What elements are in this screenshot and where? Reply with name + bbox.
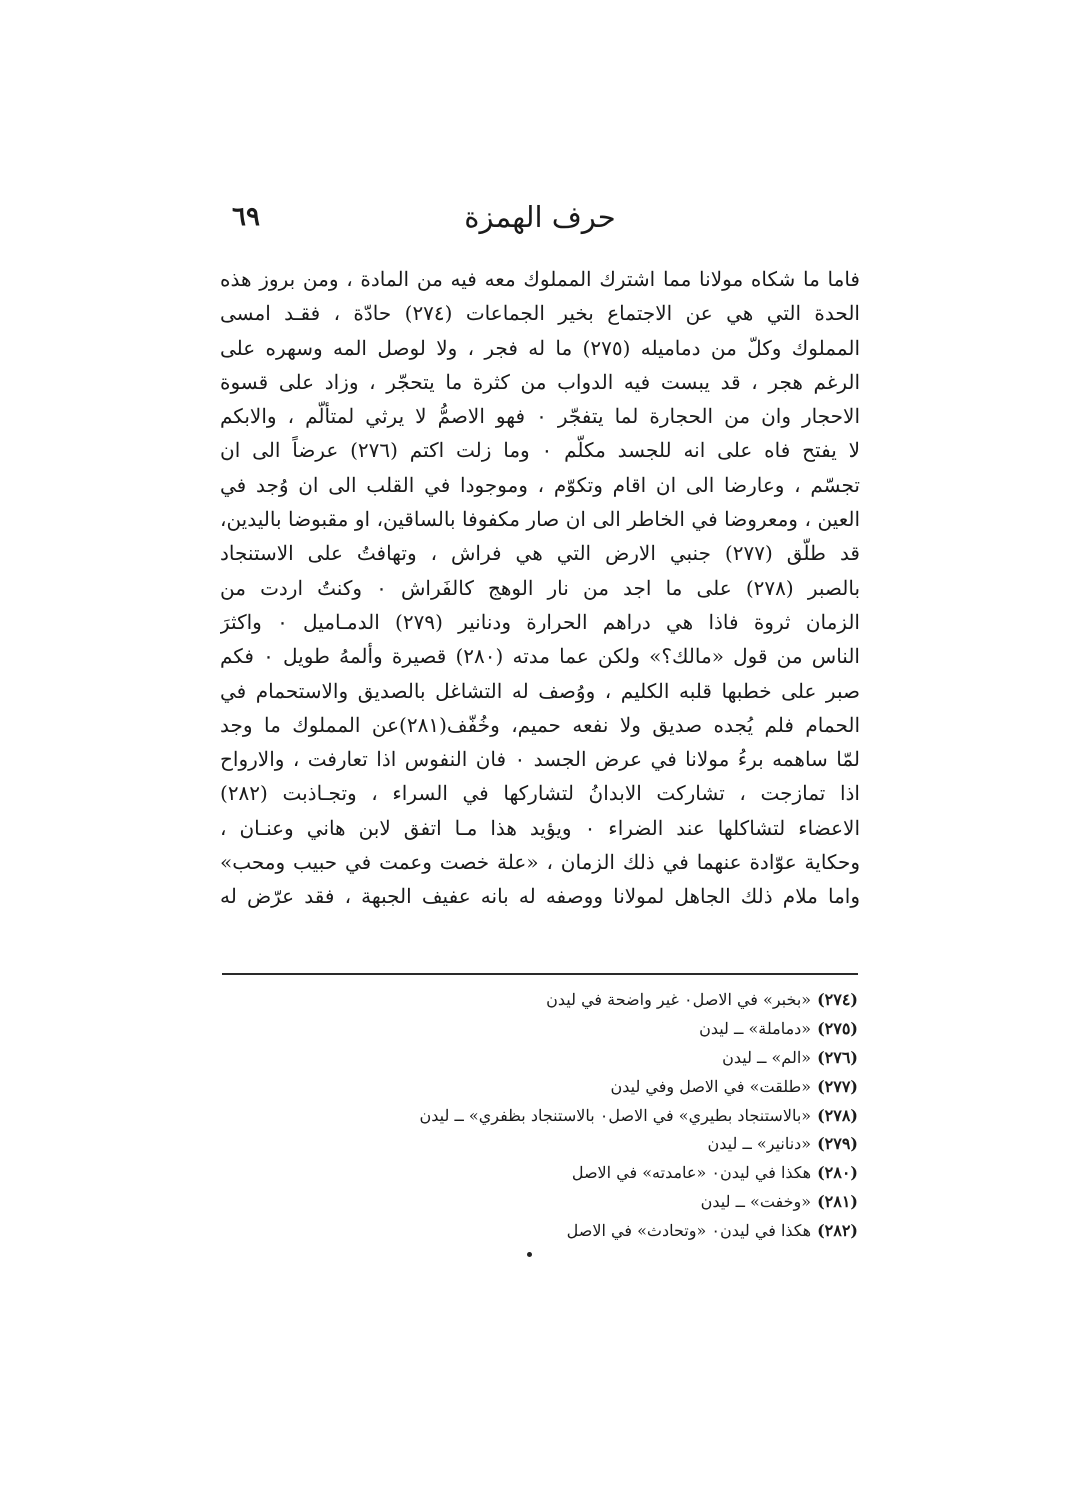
footnote bbox=[222, 1159, 858, 1188]
text-line: الناس من قول «مالك؟» ولكن عما مدته (٢٨٠) قصيرة وألمهُ طويل ٠ فكم bbox=[220, 644, 860, 669]
text-line: وحكاية عوّادة عنهما في ذلك الزمان ، «علة خصت وعمت في حبيب ومحب» bbox=[220, 850, 860, 875]
footnote bbox=[222, 1130, 858, 1159]
text-line: صبر على خطبها قلبه الكليم ، ووُصف له التشاغل بالصديق والاستحمام في bbox=[220, 678, 860, 703]
footnote bbox=[222, 1217, 858, 1246]
page-number: ٦٩ bbox=[232, 202, 260, 232]
footnote bbox=[222, 1102, 858, 1131]
footnote bbox=[222, 1044, 858, 1073]
footnote bbox=[222, 1015, 858, 1044]
footnote-number: (٢٧٤) bbox=[817, 990, 858, 1009]
text-line: لمّا ساهمه برءُ مولانا في عرض الجسد ٠ فان النفوس اذا تعارفت ، والارواح bbox=[220, 747, 860, 772]
text-line: تجسّم ، وعارضا الى ان اقام وتكوّم ، وموجودا في القلب الى ان وُجد في bbox=[220, 472, 860, 497]
text-line: الاعضاء لتشاكلها عند الضراء ٠ ويؤيد هذا مـا اتفق لابن هاني وعنـان ، bbox=[220, 815, 860, 840]
footnote-number: (٢٨١) bbox=[817, 1192, 858, 1212]
chapter-title: حرف الهمزة bbox=[464, 200, 616, 234]
text-line: الاحجار وان من الحجارة لما يتفجّر ٠ فهو الاصمُّ لا يرثي لمتألّم ، والابكم bbox=[220, 404, 860, 429]
main-text bbox=[220, 262, 860, 914]
footnote-text: هكذا في ليدن٠ «وتحادث» في الاصل bbox=[566, 1221, 812, 1241]
footnote-number: (٢٨٠) bbox=[817, 1163, 858, 1183]
text-line: الزمان ثروة فاذا هي دراهم الحرارة ودنانير (٢٧٩) الدمـاميل ٠ واكثرَ bbox=[220, 609, 860, 634]
footnotes bbox=[222, 986, 858, 1246]
footnote-number: (٢٧٩) bbox=[817, 1134, 858, 1154]
footnote-text: «دنانير» ــ ليدن bbox=[707, 1134, 812, 1154]
text-line: فاما ما شكاه مولانا مما اشترك المملوك معه فيه من المادة ، ومن بروز هذه bbox=[220, 267, 860, 291]
footnote-text: «وخفت» ــ ليدن bbox=[700, 1192, 812, 1212]
footnote-text: «الم» ــ ليدن bbox=[722, 1047, 812, 1067]
footnote-divider bbox=[222, 973, 858, 975]
footnote-text: «بالاستنجاد بطيري» في الاصل٠ بالاستنجاد بظفري» ــ ليدن bbox=[419, 1105, 812, 1125]
text-line: الرغم هجر ، قد يبست فيه الدواب من كثرة ما يتحجّر ، وزاد على قسوة bbox=[220, 369, 860, 394]
text-line: اذا تمازجت ، تشاركت الابدانُ لتشاركها في السراء ، وتجـاذبت (٢٨٢) bbox=[220, 781, 860, 806]
text-line: لا يفتح فاه على انه للجسد مكلّم ٠ وما زلت اكتم (٢٧٦) عرضاً الى ان bbox=[220, 438, 860, 463]
ink-dot bbox=[527, 1252, 532, 1257]
text-line: الحمام فلم يُجده صديق ولا نفعه حميم، وخُفّف(٢٨١)عن المملوك ما وجد bbox=[220, 712, 860, 737]
footnote-text: هكذا في ليدن٠ «عامدته» في الاصل bbox=[571, 1163, 812, 1183]
text-line: قد طلّق (٢٧٧) جنبي الارض التي هي فراش ، وتهافتُ على الاستنجاد bbox=[220, 541, 860, 566]
text-line: العين ، ومعروضا في الخاطر الى ان صار مكفوفا بالساقين، او مقبوضا باليدين، bbox=[220, 507, 860, 532]
footnote-text: «بخبر» في الاصل٠ غير واضحة في ليدن bbox=[546, 990, 812, 1009]
text-line: واما ملام ذلك الجاهل لمولانا ووصفه له بانه عفيف الجبهة ، فقد عرّض له bbox=[220, 884, 860, 909]
footnote bbox=[222, 986, 858, 1015]
text-line: الحدة التي هي عن الاجتماع بخير الجماعات (٢٧٤) حادّة ، فقـد امسى bbox=[220, 301, 860, 326]
footnote bbox=[222, 1188, 858, 1217]
footnote-number: (٢٧٥) bbox=[817, 1018, 858, 1038]
footnote-text: «طلقت» في الاصل وفي ليدن bbox=[610, 1076, 812, 1096]
page-header bbox=[222, 192, 858, 242]
text-line: المملوك وكلّ من دماميله (٢٧٥) ما له فجر ، ولا لوصل المه وسهره على bbox=[220, 335, 860, 360]
footnote-text: «دماملة» ــ ليدن bbox=[699, 1018, 812, 1038]
footnote-number: (٢٧٦) bbox=[817, 1047, 858, 1067]
footnote-number: (٢٨٢) bbox=[817, 1221, 858, 1241]
text-line: بالصبر (٢٧٨) على ما اجد من نار الوهج كالفَراش ٠ وكنتُ اردت من bbox=[220, 575, 860, 600]
footnote-number: (٢٧٨) bbox=[817, 1105, 858, 1125]
footnote bbox=[222, 1073, 858, 1102]
footnote-number: (٢٧٧) bbox=[817, 1076, 858, 1096]
